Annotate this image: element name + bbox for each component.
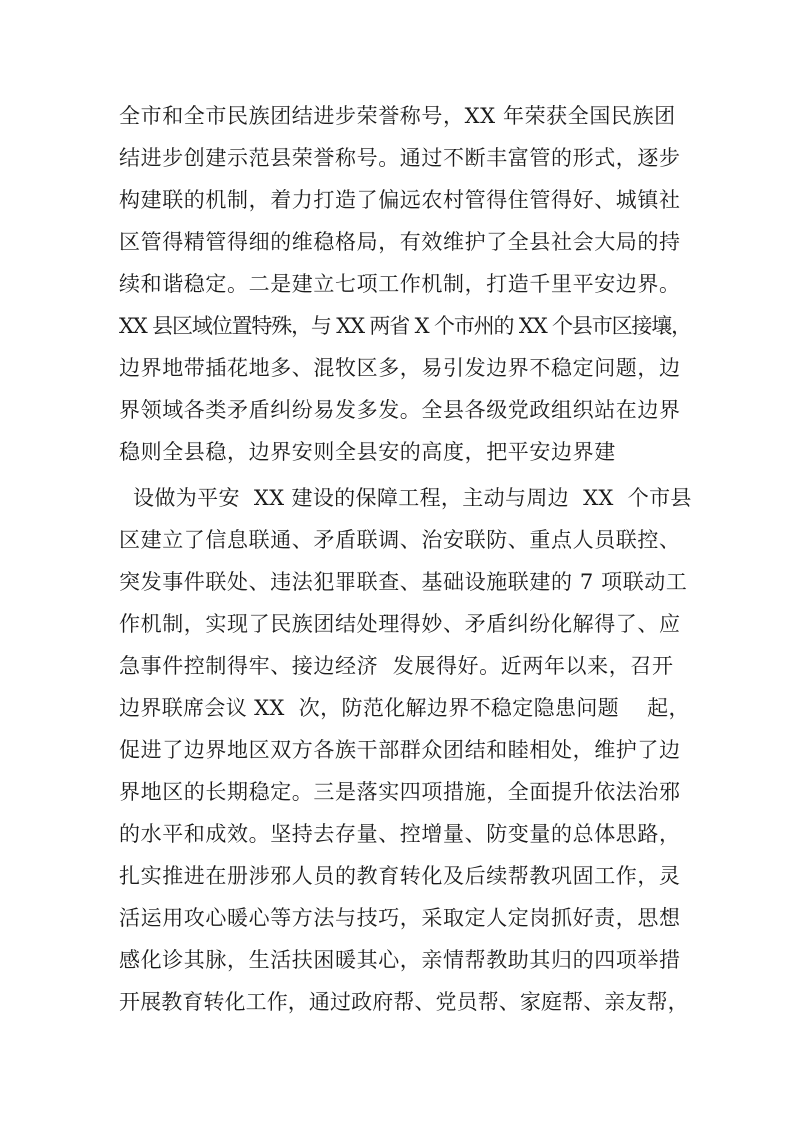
- paragraph-line: 感化诊其脉，生活扶困暖其心，亲情帮教助其归的四项举措: [119, 948, 681, 972]
- paragraph-line: 边界联席会议 XX 次，防范化解边界不稳定隐患问题 起，: [119, 696, 690, 720]
- paragraph-line: 设做为平安 XX 建设的保障工程，主动与周边 XX 个市县: [119, 486, 692, 510]
- paragraph-line: 结进步创建示范县荣誉称号。通过不断丰富管的形式，逐步: [119, 146, 681, 170]
- paragraph-line: 开展教育转化工作，通过政府帮、党员帮、家庭帮、亲友帮，: [119, 990, 689, 1014]
- paragraph-line: 界地区的长期稳定。三是落实四项措施，全面提升依法治邪: [119, 780, 681, 804]
- paragraph-line: 扎实推进在册涉邪人员的教育转化及后续帮教巩固工作，灵: [119, 864, 681, 888]
- paragraph-line: 构建联的机制，着力打造了偏远农村管得住管得好、城镇社: [119, 188, 681, 212]
- paragraph-line: 作机制，实现了民族团结处理得妙、矛盾纠纷化解得了、应: [119, 612, 681, 636]
- paragraph-line: 区建立了信息联通、矛盾联调、治安联防、重点人员联控、: [119, 528, 681, 552]
- paragraph-line: 活运用攻心暖心等方法与技巧，采取定人定岗抓好责，思想: [119, 906, 681, 930]
- paragraph-line: 突发事件联处、违法犯罪联查、基础设施联建的 7 项联动工: [119, 570, 688, 594]
- paragraph-line: 界领域各类矛盾纠纷易发多发。全县各级党政组织站在边界: [119, 398, 681, 422]
- paragraph-line: 稳则全县稳，边界安则全县安的高度，把平安边界建: [119, 440, 616, 464]
- paragraph-line: 促进了边界地区双方各族干部群众团结和睦相处，维护了边: [119, 738, 681, 762]
- paragraph-line: XX 县区域位置特殊，与 XX 两省 X 个市州的 XX 个县市区接壤，: [119, 314, 691, 338]
- paragraph-line: 急事件控制得牢、接边经济 发展得好。近两年以来，召开: [119, 654, 674, 678]
- paragraph-line: 全市和全市民族团结进步荣誉称号，XX 年荣获全国民族团: [119, 104, 676, 128]
- paragraph-line: 边界地带插花地多、混牧区多，易引发边界不稳定问题，边: [119, 356, 681, 380]
- paragraph-line: 区管得精管得细的维稳格局，有效维护了全县社会大局的持: [119, 230, 681, 254]
- paragraph-line: 续和谐稳定。二是建立七项工作机制，打造千里平安边界。: [119, 272, 681, 296]
- paragraph-line: 的水平和成效。坚持去存量、控增量、防变量的总体思路，: [119, 822, 681, 846]
